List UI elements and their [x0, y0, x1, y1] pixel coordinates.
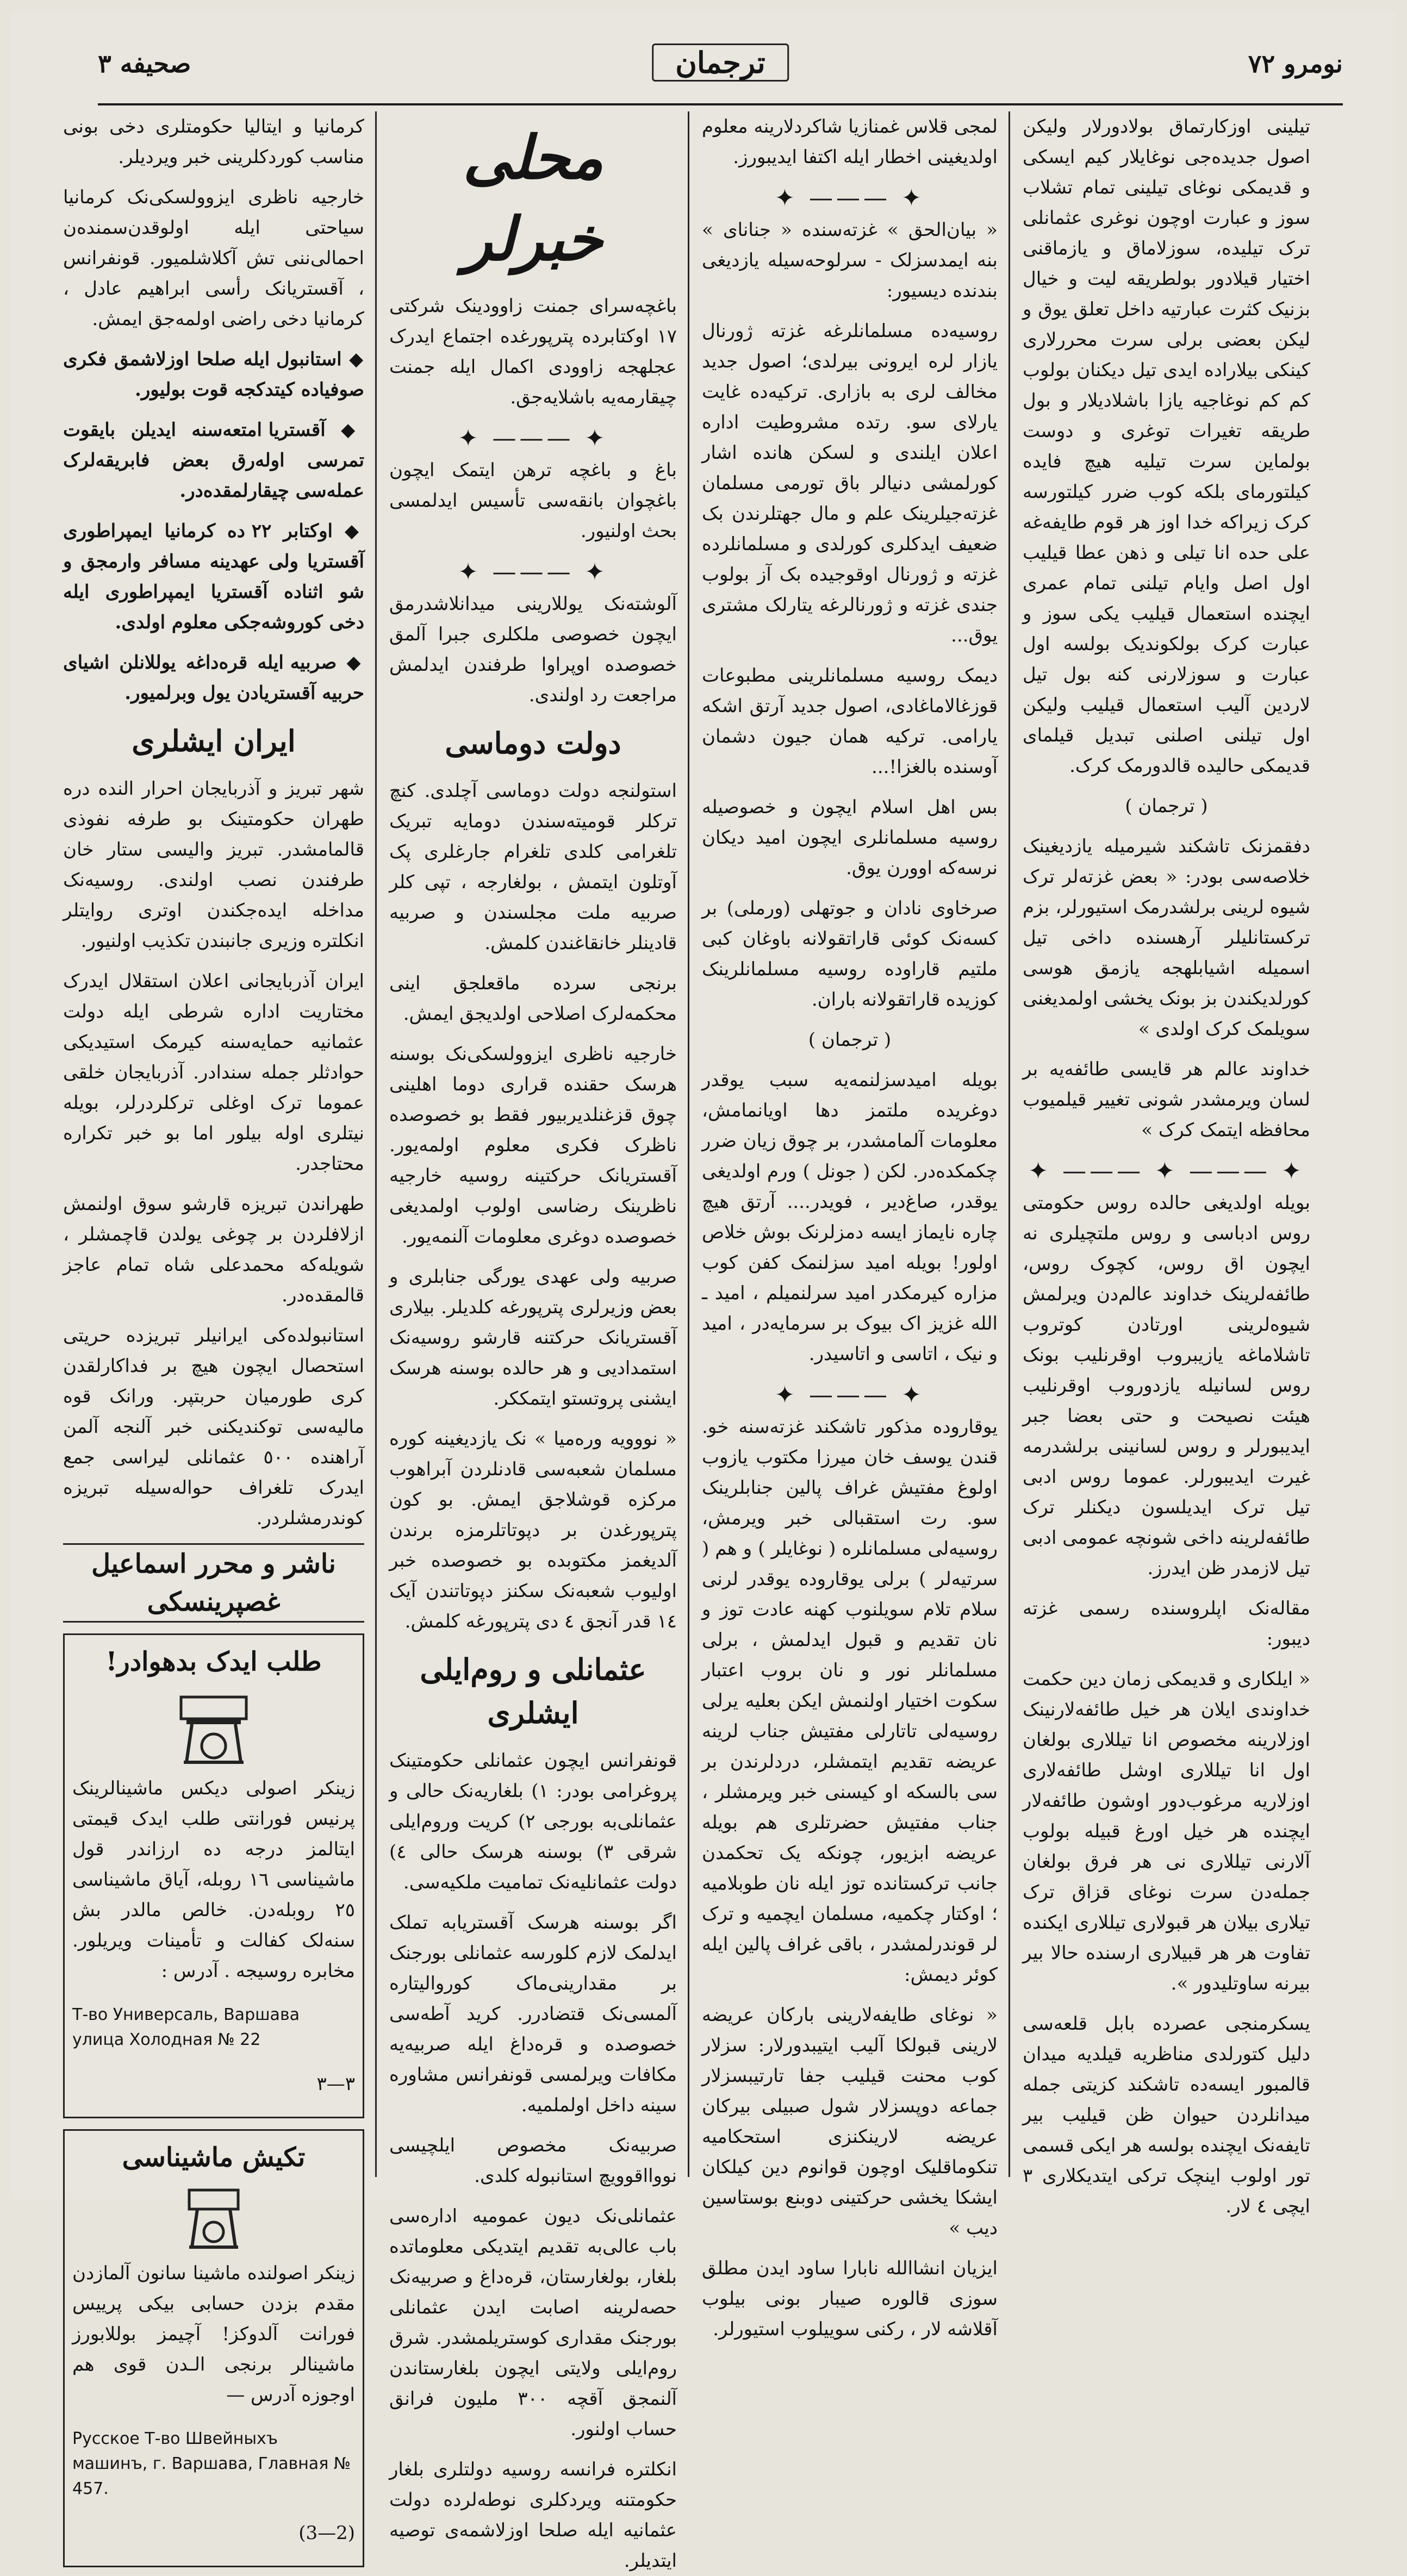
col1-paragraph-7: یسکرمنجی عصرده بابل قلعه‌سی دلیل کتورلدی مناظریه قیلدیه میدان قالمبور ایسه‌ده تاشکند کزیتی جمله میدانلردن حیوان ظن قیلیب بیر تایفه‌نک ایچنده بولسه هر ایکی قسمی تور اولوب اینچک ترکی ایتدیکلاری ٣ ایچی ٤ لار.	[1023, 2013, 1310, 2217]
col4-paragraph-4: ایران آذربایجانی اعلان استقلال ایدرک مختاریت اداره شرطی ایله دولت عثمانیه حمایه‌سنه کیرمک استیدیکی حوادثلر جمله سندادر. آذربایجان خلقی عموما ترک اوغلی ترکلردرلر، بویله نیتلری اوله بیلور اما بو خبر تکراره محتاجدر.	[63, 970, 364, 1175]
col1-paragraph-4: بویله اولدیغی حالده روس حکومتی روس ادباسی و روس ملتچیلری نه ایچون اق روس، کچوک روس، طائفه‌لرینک خداوند عالم‌دن ویرلمش شیوه‌لرینی اورتادن کوتروب تاشلاماغه یازیبروب اوقرنلیب بونک روس لسانیله یازدوروب اوقرنلیب هیئت نصیحت و حتی بعضا جبر ایدیبورلر و روس لسانینی برلشدرمه غیرت ایدیبورلر. عموما روس ادبی تیل ترک ایدیلسون دیکنلر ترک طائفه‌لرینه داخی شونچه عمومی ادبی تیل لازمدر ظن ایدرز.	[1023, 1192, 1310, 1579]
col3-paragraph-4: استولنجه دولت دوماسی آچلدی. کنچ ترکلر قومیته‌سندن دومایه تبریک تلغرامی کلدی تلغرام جارغلری پک آوتلون ایتمش ، بولغارجه ، تپی کلر صربیه ملت مجلسندن و صربیه قادینلر خانقاغندن کلمش.	[389, 780, 677, 954]
ad1-count: ٣—٣	[316, 2073, 355, 2095]
col3-paragraph-11: صربیه‌نک مخصوص ایلچیسی نووااقوویچ استانبوله کلدی.	[389, 2135, 677, 2187]
column-divider	[375, 111, 377, 2177]
col2-paragraph-5: بس اهل اسلام ایچون و خصوصیله روسیه مسلمانلری ایچون امید دیکان نرسه‌که اوورن یوق.	[702, 796, 998, 879]
col2-paragraph-3: روسیه‌ده مسلمانلرغه غزته ژورنال یازار لره ایرونی بیرلدی؛ اصول جدید مخالف لری به بازاری. ترکیه‌ده غایت یارلای سو. رتده مشروطیت اداره اعلان ایلندی و لسکن هانده اشار کورلمشی دنیالر باق تورمی مسلمان غزته‌جیلرینک علم و مال جهتلرندن بک ضعیف ایدکلری کورلدی و مسلمانلرده غزته و ژورنال اوقوجیده بک آز بولوب جندی غزته و ژورنالرغه یتارلک مشتری یوق...	[702, 320, 998, 646]
ornament-icon: ✦ ——— ✦	[775, 1381, 925, 1409]
ad1-title: طلب ایدک بدهوادر!	[105, 1646, 322, 1677]
col2-paragraph-2: « بیان‌الحق » غزته‌سنده « جنانای » بنه ایمدسزلک - سرلوحه‌سیله یازدیغی بندنده دیسیور:	[702, 219, 998, 302]
col3-paragraph-1: باغچه‌سرای جمنت زاوودینک شرکتی ١٧ اوکتابرده پترپورغده اجتماع ایدرک عجلهجه زاوودی اکمال ایله جمنت چیقارمه‌یه باشلایه‌جق.	[389, 295, 677, 408]
local-news-title: محلی خبرلر	[463, 122, 603, 274]
col3-paragraph-9: قونفرانس ایچون عثمانلی حکومتینک پروغرامی بودر: ١) بلغاریه‌نک حالی و عثمانلی‌به بورجی ٢) کریت وروم‌ایلی شرقی ٣) بوسنه هرسک حالی ٤) دولت عثمانلیه‌نک تمامیت ملکیه‌سی.	[389, 1750, 677, 1893]
col4-bullet-4: ◆ صربیه ایله قره‌داغه یوللانلن اشیای حربیه آقستریادن یول وبرلمیور.	[63, 652, 365, 704]
sewing-machine-icon	[181, 2182, 246, 2253]
col3-paragraph-2: باغ و باغچه ترهن ایتمک ایچون باغچوان بانقه‌سی تأسیس ایدلمسی بحث اولنیور.	[389, 459, 677, 542]
duma-heading: دولت دوماسی	[445, 726, 621, 760]
col2-paragraph-7: بویله امیدسزلنمه‌یه سبب یوقدر دوغریده ملتمز دها اویانمامش، معلومات آلمامشدر، بر چوق زیان ضرر چکمکده‌در. لکن ( جونل ) ورم اولدیغی یوقدر، صاغ‌دیر ، فویدر.... آرتق هیچ چاره نایماز ایسه دمزلرنک بوش خلاص اولور! بویله امید سزلنمک کفن کوب مزاره کیرمکدر امید سرلنمیلم ، امید ـ الله غزیز اک بیوک بر سرمایه‌در ، امید و نیک ، اتاسی و اتاسیدر.	[702, 1069, 998, 1365]
newspaper-title: ترجمان	[652, 43, 789, 82]
col2-paragraph-1: لمجی قلاس غمنازیا شاکردلارینه معلوم اولدیغینی اخطار ایله اکتفا ایدیبورز.	[702, 116, 998, 168]
col4-paragraph-6: استانبولده‌کی ایرانیلر تبریزده حریتی استحصال ایچون هیچ بر فداکارلقدن کری طورمیان حربتپر. ورانک قوه مالیه‌سی توکندیکنی خبر آلنجه آلمن آراهنده ٥٠٠ عثمانلی لیراسی جمع ایدرک تلغراف حواله‌سیله تبریزه کوندرمشلردر.	[63, 1325, 365, 1529]
col1-paragraph-5: مقاله‌نک اپلروسنده رسمی غزته دیبور:	[1023, 1598, 1310, 1650]
ad2-address: Русское Т-во Швейныхъ машинъ, г. Варшава, Главная № 457.	[72, 2429, 351, 2498]
col4-bullet-3: ◆ اوکتابر ٢٢ ده کرمانیا ایمپراطوری آقستریا ولی عهدینه مسافر وارمجق و شو اثناده آقستریا ایمپراطوری ایله دخی کوروشه‌جکی معلوم اولدی.	[63, 520, 364, 633]
col4-paragraph-2: خارجیه ناظری ایزوولسکی‌نک کرمانیا سیاحتی ایله اولوقدن‌سمنده‌ن احمالی‌ننی تش آکلاشلمیور. قونفرانس ، آقستریانک رأسی ابراهیم عادل ، کرمانیا دخی راضی اولمه‌جق ایمش.	[63, 186, 364, 330]
ottoman-heading: عثمانلی و روم‌ایلی ایشلری	[420, 1652, 646, 1730]
ad1-text: زینکر اصولی دیکس ماشینالرینک پرنیس فورانتی طلب ایدک قیمتی ایتالمز درجه ده ارزاندر قول ماشیناسی ١٦ روبله، آیاق ماشیناسی ٢٥ روبله‌دن. خالص مالدر بش سنه‌لک کفالت و تأمینات ویریلور. مخابره روسیجه . آدرس :	[72, 1777, 355, 1982]
col4-paragraph-1: کرمانیا و ایتالیا حکومتلری دخی بونی مناسب کوردکلرینی خبر ویردیلر.	[63, 116, 364, 168]
ad2-count: (2—3)	[298, 2522, 355, 2544]
ornament-icon: ✦ ——— ✦ ——— ✦	[1028, 1157, 1305, 1185]
advertisement-2	[63, 2129, 364, 2567]
col3-paragraph-13: انکلتره فرانسه روسیه دولتلری بلغار حکومتنه ویردکلری نوطه‌لرده دولت عثمانیه ایله صلحا اوزلاشمه‌ی توصیه ایتدیلر.	[389, 2459, 677, 2572]
header-rule	[98, 103, 1343, 105]
col1-paragraph-1: تیلینی اوزکارتماق بولادورلار ولیکن اصول جدیده‌جی نوغایلار کیم ایسکی و قدیمکی نوغای تیلینی تمام تشلاب سوز و عبارت اوچون نوغری عثمانلی ترک تیلیده، سوزلاماق و یازماقنی اختیار قیلادور بولطریقه لیت و خیال بزنیک کثرت عبارتیه داخل تعلق یوق و لیکن بعضی برلی سرت محررلاری کینکی بیلاراده ایدی تیل دیکنان بولوب کم کم نوغاجیه یازا باشلادیلار و بول طریقه تغیرات توغری و دوست بولماین سرت تیلیه هیچ فایده کیلتورمای بلکه کوب ضرر کیلتورسه کرک زیراکه خدا اوز هر قوم طایفه‌غه علی حده انا تیلی و ذهن عطا قیلیب اول اصل وایام تیلنی تمام عمری ایچنده استعمال قیلیب یکی سوز و عبارت کرک بولکوندیک بولسه اول عبارت و سوزلارنی کنه بول تیل لاردین آلیب استعمال قیلیب ولیکن اول تیلنی اصلنی تبدیل قیلمای قدیمکی حالیده قالدورمک کرک.	[1023, 116, 1310, 777]
col1-credit: ( ترجمان )	[1125, 795, 1208, 817]
ornament-icon: ✦ ——— ✦	[458, 558, 608, 586]
col2-paragraph-8: یوقاروده مذکور تاشکند غزته‌سنه خو. قندن یوسف خان میرزا مکتوب یازوب اولوغ مفتیش غراف پالین جنابلرینک سو. رت استقبالی خبر ویرمش، روسیه‌لی مسلمانلره ( نوغایلر ) و هم ( سرتیه‌لر ) برلی یوقاروده یوقدر لرنی سلام تلام سویلنوب کهنه عادت توز و نان تقدیم و قبول ایدلمش ، برلی مسلمانلر نور و نان بروب اعتبار سکوت اختیار اولنمش ایکن بعلیه یرلی روسیه‌لی تاتارلی مفتیش جناب لرینه عریضه تقدیم ایتمشلر، دردلرندن بر سی بالسکه او کیسنی خبر ویرمشلر ، جناب مفتیش حضرتلری هم بویله عریضه ابزیور، چونکه یک تحکمدن جانب ترکستانده توز ایله نان طوبلامیه ؛ اوکتار چکمیه، مسلمان ایچمیه و ترک لر قوندرلمشدر ، باقی غراف پالین ایله کوئر دیمش:	[702, 1416, 998, 1986]
col1-paragraph-3: خداوند عالم هر قایسی طائفه‌یه بر لسان ویرمشدر شونی تغییر قیلمیوب محافظه ایتمک کرک »	[1023, 1058, 1310, 1141]
issue-number: نومرو ٧٢	[1248, 49, 1343, 78]
col4-paragraph-5: طهراندن تبریزه قارشو سوق اولنمش ازلافلردن بر چوغی یولدن قاچمشلر ، شویله‌که محمدعلی شاه تمام عاجز قالمقده‌در.	[63, 1193, 364, 1306]
column-divider	[1008, 111, 1010, 2177]
col4-bullet-2: ◆ آقستریا امتعه‌سنه ایدیلن بایقوت تمرسی اولەرق بعض فابریقه‌لرک عمله‌سی چیقارلمقده‌در.	[63, 419, 364, 502]
sewing-machine-icon	[170, 1686, 257, 1768]
column-2	[692, 111, 1007, 2340]
col3-paragraph-12: عثمانلی‌نک دیون عمومیه اداره‌سی باب عالی‌به تقدیم ایتدیکی معلوماتده بلغار، بولغارستان، قره‌داغ و صربیه‌نک حصه‌لرینه اصابت ایدن عثمانلی بورجنک مقداری کوستریلمشدر. شرق روم‌ایلی ولایتی ایچون بلغارستاندن آلنمجق آقچه ٣٠٠ ملیون فرانق حساب اولنور.	[389, 2205, 677, 2440]
col3-paragraph-7: صربیه ولی عهدی یورگی جنابلری و بعض وزیرلری پترپورغه کلدیلر. بیلارى آقستریانک حرکتنه قارشو روسیه‌نک استمدادیی و هر حالده بوسنه هرسک ایشنی پروتستو ایتمککر.	[389, 1266, 677, 1409]
column-3	[379, 111, 687, 2572]
col3-paragraph-8: « نووویه وره‌میا » نک یازدیغینه کوره مسلمان شعبه‌سی قادنلردن آبراهوب مرکزه قوشلاجق ایمش. بو کون پترپورغدن بر دپوتاتلرمزه برندن آلدیغمز مکتوبده بو خصوصده خبر اولیوب شعبه‌نک سکنز دپوتاتندن آیک ١٤ قدر آنجق ٤ دی پترپورغه کلمش.	[389, 1428, 677, 1632]
column-1	[1013, 111, 1320, 2217]
col1-paragraph-6: « ایلکاری و قدیمکی زمان دین حکمت خداوندی ایلان هر خیل طائفه‌لارنینک اوزلارینه مخصوص انا تیللاری بولغان اول انا تیللاری اوشل طائفه‌لاری اوزلاریه مرغوب‌دور اوشون طائفه‌لار ایچنده هر خیل اورغ قبیله بولوب آلارنی تیللاری نی هر فرق بولغان جمله‌دن سرت نوغای قزاق ترک تیلاری بیلان هر قبولاری تیللاری ایکنده تفاوت هر هر قبیلاری ارسنده حالا بیر بیرنه ساوتلیدور ».	[1023, 1668, 1310, 1994]
page-header	[98, 43, 1343, 103]
ad2-text: زینکر اصولنده ماشینا سانون آلمازدن مقدم بزدن حسابی بیکی پرییس فورانت آلدوکز! آچیمز بوللابورز ماشینالر برنجی الـدن قوی هم اوجوزه آدرس —	[72, 2262, 355, 2406]
ornament-icon: ✦ ——— ✦	[775, 184, 925, 212]
col2-paragraph-4: دیمک روسیه مسلمانلرینی مطبوعات قوزغالاماغادی، اصول جدید آرتق اشکه یارامی. ترکیه همان جیون دشمان آوسنده بالغزا!...	[702, 665, 998, 778]
publisher-line: ناشر و محرر اسماعیل غصپرینسکی	[63, 1543, 364, 1623]
newspaper-page	[11, 11, 1396, 2572]
ad2-title: تکیش ماشیناسی	[122, 2142, 306, 2173]
col2-paragraph-6: صرخاوی نادان و جوتهلی (ورملی) بر کسه‌نک کوئی قاراتقولانه باوغان کبی ملتیم قاراوده روسیه مسلمانلرینک کوزیده قاراتقولانه باران.	[702, 897, 998, 1011]
ad1-address: Т-во Универсаль, Варшава улица Холодная № 22	[72, 2005, 300, 2049]
col2-paragraph-10: ایزیان انشاالله نابارا ساود ایدن مطلق سوزی قالوره صیبار بونی بیلوب آقلاشه لار ، رکنی سوییلوب استیورلر.	[702, 2257, 998, 2340]
col3-paragraph-6: خارجیه ناظری ایزوولسکی‌نک بوسنه هرسک حقنده قراری دوما اهلینی چوق قزغنلدیر‌بیور فقط بو خصوصده ناظرک فکری معلوم اولمه‌یور. آقستریانک حرکتینه روسیه خارجیه ناظرینک رضاسی اولوب اولمدیغی خصوصده دوغری معلومات آلنمه‌یور.	[389, 1043, 677, 1248]
page-number: صحیفه ٣	[98, 49, 191, 78]
advertisement-1	[63, 1633, 364, 2118]
col2-paragraph-9: « نوغای طایفه‌لارینی بارکان عریضه لارینی قبولکا آلیب ایتیبدورلار: سزلار کوب محنت قیلیب جفا تارتیبسزلار جماعه دوپسزلار شول صبیلی بیرکان عریضه لارینکنزی استحکامیه تنکوماقلیک اوچون قوانوم دین کیلکان ایشکا یخشی حرکتینی دوبنع بوستاسین دیب »	[702, 2004, 998, 2239]
column-4	[53, 111, 374, 2544]
iran-heading: ایران ایشلری	[132, 723, 296, 758]
ornament-icon: ✦ ——— ✦	[458, 425, 608, 452]
col4-paragraph-3: شهر تبریز و آذربایجان احرار النده دره طهران حکومتینک بو طرفه نفوذی قالمامشدر. تبریز والیسی ستار خان طرفندن نصب اولندی. روسیه‌نک مداخله ایده‌جکندن اوتری روایتلر انکلتره وزیری جانبندن تکذیب اولنیور.	[63, 778, 364, 952]
col3-paragraph-10: اگر بوسنه هرسک آقستریابه تملک ایدلمک لازم کلورسه عثمانلی بورجنک بر مقدارینی‌ماک کوروالیتاره آلمسی‌نک قتضادرر. کرید آطه‌سی خصوصده و قره‌داغ ایله صربیه‌یه مکافات ویرلمسی قونفرانس مشاوره سینه داخل اولملمیه.	[389, 1912, 677, 2116]
col4-bullet-1: ◆ استانبول ایله صلحا اوزلاشمق فکری صوفیاده کیتدکجه قوت بولیور.	[63, 348, 365, 401]
column-divider	[688, 111, 689, 2177]
col3-paragraph-3: آلوشته‌نک یوللارینی میدانلاشدرمق ایچون خصوصی ملکلری جبرا آلمق خصوصده اوپراوا طرفندن ایدلمش مراجعت رد اولندی.	[389, 593, 677, 706]
col1-paragraph-2: دفقمزنک تاشکند شیرمیله یازدیغینک خلاصه‌سی بودر: « بعض غزته‌لر ترک شیوه لرینی برلشدرمک استیورلر، بزم ترکستانلیلر آرهسنده داخی تیل اسمیله اشیابلهجه یازمق هوسی کورلدیکندن بز بونک یخشی اولمدیغنی سویلمک کرک اولدی »	[1023, 835, 1310, 1040]
col3-paragraph-5: برنجی سرده ماقعلجق اینی محکمه‌لرک اصلاحی اولدیجق ایمش.	[389, 972, 677, 1025]
col2-credit: ( ترجمان )	[808, 1029, 892, 1051]
